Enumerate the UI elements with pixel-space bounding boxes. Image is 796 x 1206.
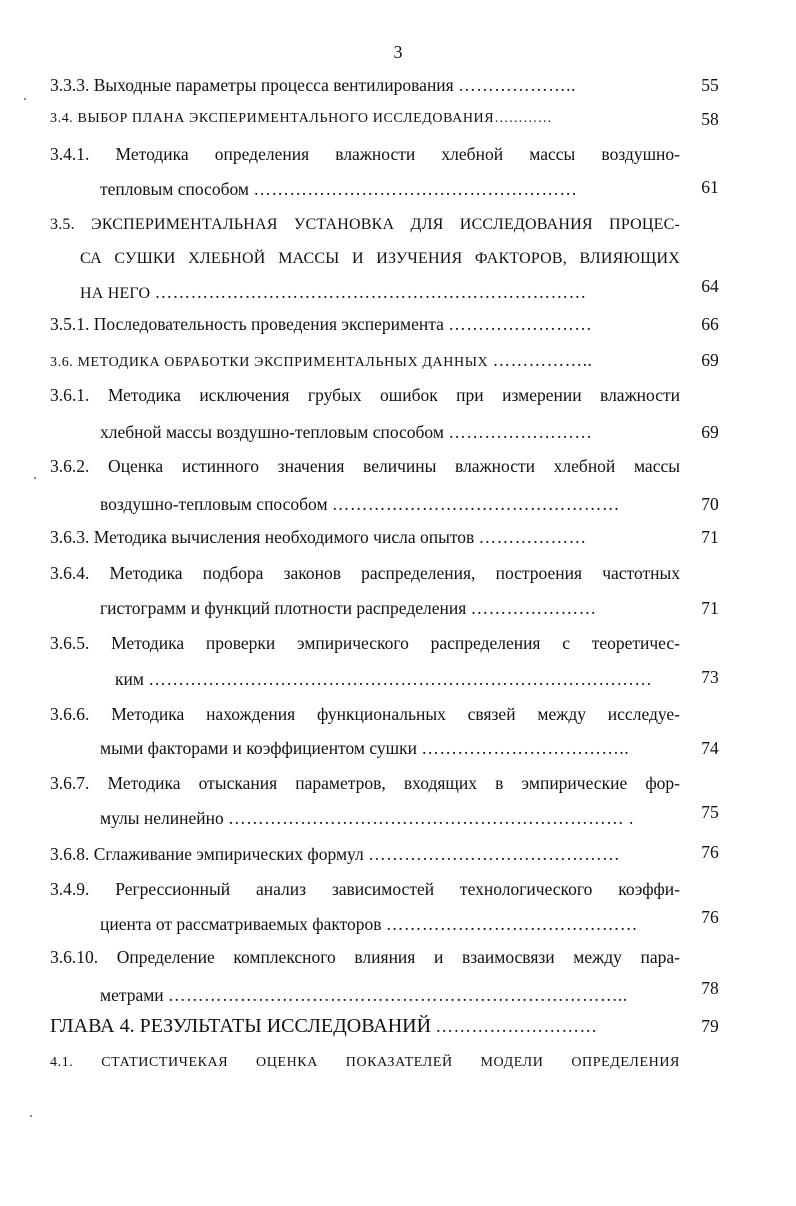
toc-page-3-6-6: 74 bbox=[701, 738, 719, 758]
toc-page-3-6: 69 bbox=[701, 350, 719, 370]
scan-speck bbox=[34, 477, 36, 479]
toc-entry-3-6-4-cont: гистограмм и функций плотности распределения ………………… bbox=[100, 598, 597, 618]
toc-entry-3-6-7-cont: мулы нелинейно ………………………………………………………… . bbox=[100, 808, 634, 828]
toc-entry-3-6-2: 3.6.2. Оценка истинного значения величины влажности хлебной массы bbox=[50, 456, 680, 476]
toc-page-3-6-5: 73 bbox=[701, 667, 719, 687]
toc-entry-3-6-1-cont: хлебной массы воздушно-тепловым способом …………………… bbox=[100, 422, 593, 442]
toc-page-3-6-1: 69 bbox=[701, 422, 719, 442]
toc-entry-3-5-1: 3.5.1. Последовательность проведения эксперимента …………………… bbox=[50, 314, 593, 334]
toc-page-3-4-1: 61 bbox=[701, 177, 719, 197]
scan-speck bbox=[30, 1115, 32, 1117]
toc-entry-3-6-10: 3.6.10. Определение комплексного влияния и взаимосвязи между пара- bbox=[50, 947, 680, 967]
toc-page-3-3-3: 55 bbox=[701, 75, 719, 95]
toc-page-3-4: 58 bbox=[701, 109, 719, 129]
scan-speck bbox=[24, 98, 26, 100]
toc-entry-3-6-10-cont: метрами ………………………………………………………………….. bbox=[100, 985, 628, 1005]
toc-page-3-4-9: 76 bbox=[701, 907, 719, 927]
toc-page-3-6-4: 71 bbox=[701, 598, 719, 618]
toc-entry-3-4-1-cont: тепловым способом ……………………………………………… bbox=[100, 179, 578, 199]
toc-entry-3-6-1: 3.6.1. Методика исключения грубых ошибок при измерении влажности bbox=[50, 385, 680, 405]
toc-page-chapter-4: 79 bbox=[701, 1016, 719, 1036]
toc-entry-3-5-cont1: СА СУШКИ ХЛЕБНОЙ МАССЫ И ИЗУЧЕНИЯ ФАКТОРОВ, ВЛИЯЮЩИХ bbox=[80, 250, 680, 267]
toc-entry-3-6-6: 3.6.6. Методика нахождения функциональных связей между исследуе- bbox=[50, 704, 680, 724]
toc-page-3-6-8: 76 bbox=[701, 842, 719, 862]
toc-entry-3-6-5-cont: ким ………………………………………………………………………… bbox=[115, 669, 653, 689]
toc-entry-3-4: 3.4. ВЫБОР ПЛАНА ЭКСПЕРИМЕНТАЛЬНОГО ИССЛЕДОВАНИЯ………… bbox=[50, 111, 553, 126]
toc-entry-3-6-7: 3.6.7. Методика отыскания параметров, входящих в эмпирические фор- bbox=[50, 773, 680, 793]
toc-page-3-5: 64 bbox=[701, 276, 719, 296]
toc-entry-3-6-8: 3.6.8. Сглаживание эмпирических формул …………………………………… bbox=[50, 844, 621, 864]
toc-entry-3-4-9-cont: циента от рассматриваемых факторов …………………………………… bbox=[100, 914, 638, 934]
toc-entry-3-6-3: 3.6.3. Методика вычисления необходимого числа опытов ……………… bbox=[50, 527, 587, 547]
toc-entry-3-3-3: 3.3.3. Выходные параметры процесса вентилирования ……………….. bbox=[50, 75, 576, 95]
toc-entry-3-4-9: 3.4.9. Регрессионный анализ зависимостей технологического коэффи- bbox=[50, 879, 680, 899]
toc-entry-3-6-2-cont: воздушно-тепловым способом ………………………………………… bbox=[100, 494, 620, 514]
toc-page-3-6-10: 78 bbox=[701, 978, 719, 998]
toc-page-3-6-2: 70 bbox=[701, 494, 719, 514]
toc-page-3-6-3: 71 bbox=[701, 527, 719, 547]
toc-entry-chapter-4: ГЛАВА 4. РЕЗУЛЬТАТЫ ИССЛЕДОВАНИЙ ……………………… bbox=[50, 1015, 598, 1037]
toc-entry-3-5-cont2: НА НЕГО ……………………………………………………………… bbox=[80, 282, 587, 302]
page-number: 3 bbox=[393, 42, 403, 62]
toc-page-3-6-7: 75 bbox=[701, 802, 719, 822]
toc-entry-3-5: 3.5. ЭКСПЕРИМЕНТАЛЬНАЯ УСТАНОВКА ДЛЯ ИССЛЕДОВАНИЯ ПРОЦЕС- bbox=[50, 216, 680, 233]
toc-entry-4-1: 4.1. СТАТИСТИЧЕКАЯ ОЦЕНКА ПОКАЗАТЕЛЕЙ МОДЕЛИ ОПРЕДЕЛЕНИЯ bbox=[50, 1055, 680, 1070]
toc-entry-3-4-1: 3.4.1. Методика определения влажности хлебной массы воздушно- bbox=[50, 144, 680, 164]
toc-entry-3-6: 3.6. МЕТОДИКА ОБРАБОТКИ ЭКСПРИМЕНТАЛЬНЫХ ДАННЫХ …………….. bbox=[50, 350, 593, 370]
toc-entry-3-6-5: 3.6.5. Методика проверки эмпирического распределения с теоретичес- bbox=[50, 633, 680, 653]
toc-entry-3-6-6-cont: мыми факторами и коэффициентом сушки …………………………….. bbox=[100, 738, 630, 758]
toc-page-3-5-1: 66 bbox=[701, 314, 719, 334]
toc-entry-3-6-4: 3.6.4. Методика подбора законов распределения, построения частотных bbox=[50, 563, 680, 583]
